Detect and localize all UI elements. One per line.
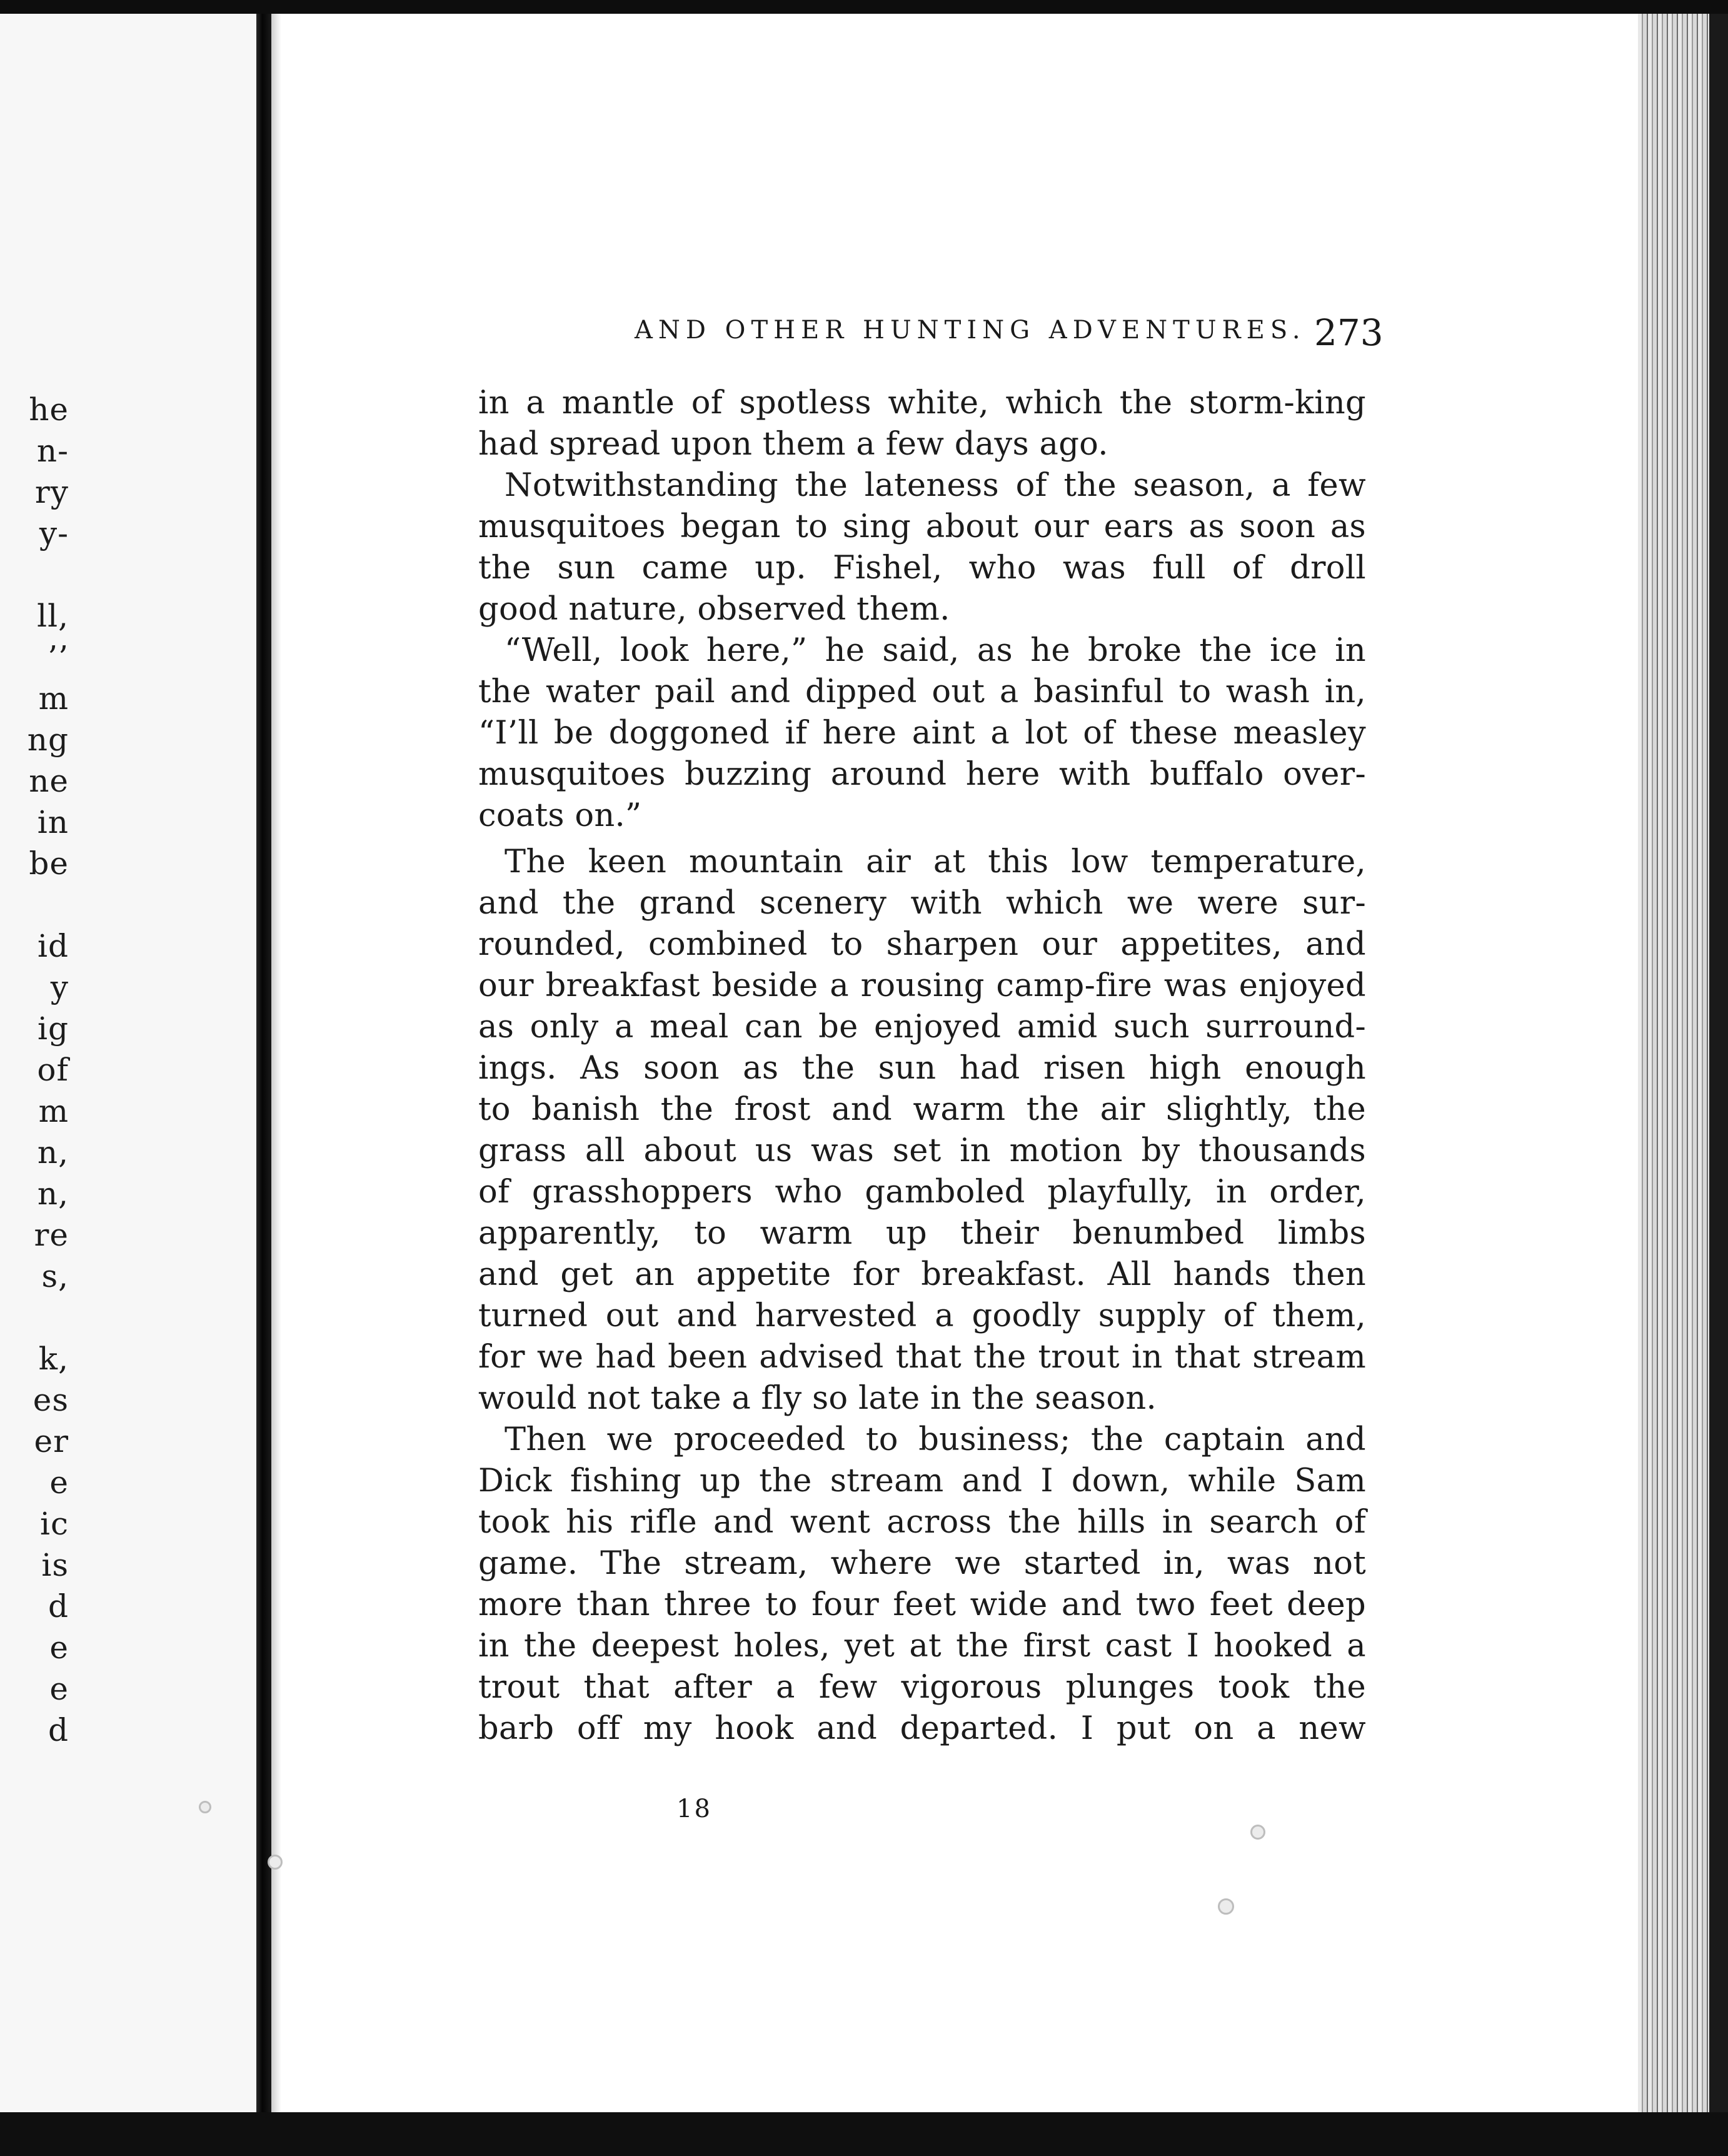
scan-top-edge — [0, 0, 1728, 14]
text-line: of grasshoppers who gamboled playfully, in order, — [478, 1174, 1366, 1211]
text-line: game. The stream, where we started in, was not — [478, 1545, 1366, 1582]
left-fragment: n, — [37, 1134, 69, 1171]
text-line: the water pail and dipped out a basinful to wash in, — [478, 673, 1366, 710]
left-fragment: he — [29, 391, 69, 428]
left-fragment: ng — [27, 722, 69, 758]
left-fragment: e — [49, 1671, 69, 1707]
body-text — [478, 383, 1366, 1750]
left-fragment-gap — [0, 554, 69, 595]
left-fragment: m — [38, 1093, 69, 1129]
text-line: as only a meal can be enjoyed amid such surround- — [478, 1009, 1366, 1045]
left-fragment: ll, — [37, 598, 69, 634]
left-fragment: of — [37, 1052, 69, 1088]
page-block-edges — [1638, 14, 1728, 2112]
text-line: in the deepest holes, yet at the first cast I hooked a — [478, 1628, 1366, 1665]
text-line: Dick fishing up the stream and I down, while Sam — [478, 1463, 1366, 1499]
text-line: took his rifle and went across the hills in search of — [478, 1504, 1366, 1541]
text-line: Then we proceeded to business; the captain and — [505, 1421, 1366, 1458]
signature-mark: 18 — [676, 1795, 712, 1823]
text-line: apparently, to warm up their benumbed limbs — [478, 1215, 1366, 1252]
left-fragment: ic — [40, 1506, 69, 1542]
left-fragment: y — [50, 969, 69, 1005]
left-fragment: re — [34, 1217, 69, 1253]
left-fragment: ’’ — [48, 639, 69, 675]
text-line: good nature, observed them. — [478, 591, 950, 628]
left-fragment: e — [49, 1630, 69, 1666]
text-line: in a mantle of spotless white, which the storm-king — [478, 385, 1366, 421]
left-fragment: ig — [38, 1010, 69, 1047]
running-head: AND OTHER HUNTING ADVENTURES. — [635, 316, 1306, 345]
text-line: trout that after a few vigorous plunges took the — [478, 1669, 1366, 1706]
text-line: rounded, combined to sharpen our appetites, and — [478, 926, 1366, 963]
dust-speck — [1250, 1825, 1265, 1840]
text-line: Notwithstanding the lateness of the season, a few — [505, 467, 1366, 504]
left-fragment: e — [49, 1464, 69, 1501]
left-fragment: id — [38, 928, 69, 964]
left-facing-page — [0, 14, 256, 2112]
text-line: barb off my hook and departed. I put on a new — [478, 1710, 1366, 1747]
dust-speck — [1218, 1898, 1234, 1915]
left-fragment: n, — [37, 1176, 69, 1212]
left-fragment: m — [38, 680, 69, 717]
text-line: for we had been advised that the trout in that stream — [478, 1339, 1366, 1376]
left-fragment: es — [33, 1382, 69, 1418]
left-page-text-fragments — [0, 389, 69, 1751]
dust-speck — [199, 1801, 211, 1813]
left-fragment: in — [37, 804, 69, 840]
text-line: The keen mountain air at this low temperature, — [505, 844, 1366, 880]
left-fragment: y- — [39, 515, 69, 552]
left-fragment: d — [48, 1712, 69, 1748]
text-line: ings. As soon as the sun had risen high enough — [478, 1050, 1366, 1087]
text-line: had spread upon them a few days ago. — [478, 426, 1108, 463]
left-fragment: ne — [29, 763, 69, 799]
text-line: and the grand scenery with which we were sur- — [478, 885, 1366, 922]
text-line: musquitoes buzzing around here with buffalo over- — [478, 756, 1366, 793]
text-line: coats on.” — [478, 797, 642, 834]
text-line: “I’ll be doggoned if here aint a lot of these measley — [478, 715, 1366, 752]
book-gutter — [256, 14, 271, 2112]
left-fragment: ry — [34, 474, 69, 510]
text-line: musquitoes began to sing about our ears as soon as — [478, 508, 1366, 545]
left-fragment: be — [29, 845, 69, 882]
text-line: grass all about us was set in motion by thousands — [478, 1132, 1366, 1169]
left-fragment-gap — [0, 1297, 69, 1338]
scan-bottom-edge — [0, 2112, 1728, 2156]
text-line: more than three to four feet wide and two feet deep — [478, 1586, 1366, 1623]
left-fragment: s, — [41, 1258, 69, 1294]
text-line: and get an appetite for breakfast. All hands then — [478, 1256, 1366, 1293]
left-fragment: d — [48, 1588, 69, 1625]
text-line: would not take a fly so late in the season. — [478, 1380, 1157, 1417]
text-line: turned out and harvested a goodly supply of them, — [478, 1297, 1366, 1334]
left-fragment: k, — [38, 1341, 69, 1377]
page-number: 273 — [1314, 311, 1384, 354]
text-line: the sun came up. Fishel, who was full of droll — [478, 550, 1366, 587]
gutter-shadow — [271, 14, 281, 2112]
left-fragment: er — [34, 1423, 69, 1459]
text-line: “Well, look here,” he said, as he broke the ice in — [505, 632, 1366, 669]
text-line: to banish the frost and warm the air slightly, the — [478, 1091, 1366, 1128]
text-line: our breakfast beside a rousing camp-fire was enjoyed — [478, 967, 1366, 1004]
dust-speck — [268, 1855, 283, 1870]
left-fragment: is — [41, 1547, 69, 1583]
left-fragment: n- — [36, 433, 69, 469]
left-fragment-gap — [0, 884, 69, 925]
